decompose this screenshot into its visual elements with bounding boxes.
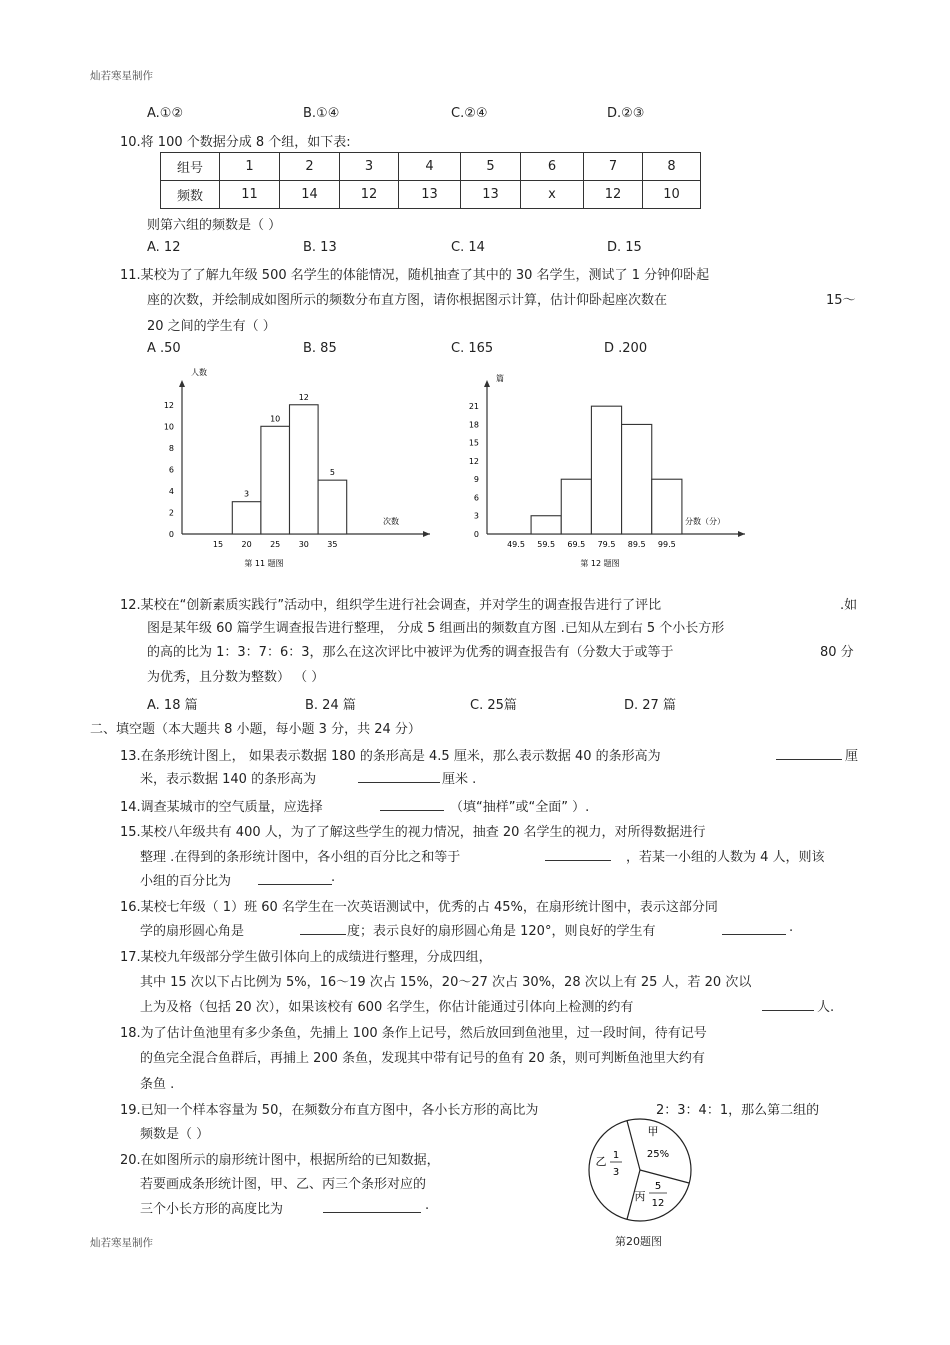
q12-option-d: D. 27 篇 — [624, 698, 676, 713]
x-axis-arrow — [738, 531, 745, 537]
q13-text-a: 13.在条形统计图上， 如果表示数据 180 的条形高是 4.5 厘米，那么表示数据 40 的条形高为 — [120, 749, 661, 764]
y-tick-label: 6 — [168, 465, 174, 475]
histogram-bar — [290, 405, 319, 534]
table-cell: 3 — [340, 153, 399, 181]
chart-caption: 第 11 题图 — [244, 559, 284, 568]
table-cell: 6 — [521, 153, 584, 181]
table-cell: 7 — [584, 153, 643, 181]
q12-option-a: A. 18 篇 — [147, 698, 198, 713]
x-tick-label: 99.5 — [657, 540, 676, 549]
histogram-bar — [591, 406, 621, 534]
pie-label-bing: 丙 — [634, 1190, 646, 1203]
y-tick-label: 0 — [473, 530, 479, 539]
q11-line1: 11.某校为了了解九年级 500 名学生的体能情况，随机抽查了其中的 30 名学生，测试了 1 分钟仰卧起 — [120, 268, 710, 283]
q13-text-c: 米，表示数据 140 的条形高为 — [140, 772, 317, 787]
table-cell: 13 — [461, 181, 521, 209]
table-cell: 5 — [461, 153, 521, 181]
q19-text-b: 2：3：4：1，那么第二组的 — [656, 1103, 820, 1118]
q16-blank-1 — [300, 922, 346, 935]
y-axis-arrow — [179, 380, 185, 387]
q11-option-c: C. 165 — [451, 341, 494, 356]
table-cell: 8 — [643, 153, 701, 181]
section-title: 二、填空题（本大题共 8 小题，每小题 3 分，共 24 分） — [90, 722, 421, 737]
histogram-bar — [561, 479, 591, 534]
q9-option-a: A.①② — [147, 106, 184, 121]
q9-option-d: D.②③ — [607, 106, 645, 121]
q17-text-d: 人. — [817, 1000, 835, 1015]
x-tick-label: 30 — [298, 540, 309, 549]
q18-text-b: 的鱼完全混合鱼群后，再捕上 200 条鱼，发现其中带有记号的鱼有 20 条，则可判断鱼池里大约有 — [140, 1051, 705, 1066]
histogram-bar — [622, 424, 652, 534]
q15-text-d: 小组的百分比为 — [140, 874, 232, 889]
q15-text-c: ，若某一小组的人数为 4 人，则该 — [626, 850, 825, 865]
histogram-bar — [232, 502, 261, 534]
q10-question: 则第六组的频数是（ ） — [147, 218, 282, 233]
x-tick-label: 59.5 — [537, 540, 556, 549]
table-row — [161, 181, 701, 209]
x-tick-label: 89.5 — [627, 540, 646, 549]
y-tick-label: 21 — [468, 402, 479, 412]
q17-text-b: 其中 15 次以下占比例为 5%，16～19 次占 15%，20～27 次占 30%，28 次以上有 25 人，若 20 次以 — [140, 975, 752, 990]
table-cell: 2 — [280, 153, 340, 181]
pie-caption: 第20题图 — [615, 1235, 662, 1248]
histogram-q12 — [455, 360, 755, 575]
q16-blank-2 — [722, 922, 786, 935]
q11-option-a: A .50 — [147, 341, 181, 356]
q12-line3: 的高的比为 1：3：7：6：3，那么在这次评比中被评为优秀的调查报告有（分数大于或等于 — [147, 645, 674, 660]
x-tick-label: 35 — [327, 540, 338, 549]
q11-option-d: D .200 — [604, 341, 648, 356]
y-tick-label: 10 — [163, 422, 174, 432]
y-tick-label: 4 — [168, 486, 174, 496]
q14-text-a: 14.调查某城市的空气质量，应选择 — [120, 800, 323, 815]
pie-label-yi-den: 3 — [612, 1167, 620, 1178]
q20-text-c: 三个小长方形的高度比为 — [140, 1202, 284, 1217]
pie-label-jia: 甲 — [647, 1125, 659, 1138]
y-tick-label: 3 — [473, 511, 479, 521]
table-row-label: 频数 — [161, 181, 220, 209]
q19-text-a: 19.已知一个样本容量为 50，在频数分布直方图中，各小长方形的高比为 — [120, 1103, 539, 1118]
y-tick-label: 0 — [168, 530, 174, 539]
q9-option-b: B.①④ — [303, 106, 340, 121]
bar-data-label: 10 — [270, 414, 281, 424]
table-cell: 12 — [340, 181, 399, 209]
q10-option-a: A. 12 — [147, 240, 181, 255]
q12-line2: 图是某年级 60 篇学生调查报告进行整理， 分成 5 组画出的频数直方图 .已知从左到右 5 个小长方形 — [147, 621, 725, 636]
x-tick-label: 15 — [212, 540, 224, 549]
q20-text-b: 若要画成条形统计图，甲、乙、丙三个条形对应的 — [140, 1177, 427, 1192]
x-axis-arrow — [423, 531, 430, 537]
q12-line4: 为优秀，且分数为整数） （ ） — [147, 670, 325, 685]
x-tick-label: 20 — [241, 540, 252, 549]
x-tick-label: 79.5 — [597, 540, 616, 549]
histogram-bar — [652, 479, 682, 534]
y-tick-label: 12 — [468, 456, 479, 466]
histogram-bar — [261, 426, 290, 534]
q11-line2: 座的次数，并绘制成如图所示的频数分布直方图，请你根据图示计算，估计仰卧起座次数在 — [147, 293, 668, 308]
q10-option-c: C. 14 — [451, 240, 485, 255]
table-row-label: 组号 — [161, 153, 220, 181]
page-footer: 灿若寒星制作 — [90, 1237, 153, 1249]
q16-text-c: 度；表示良好的扇形圆心角是 120°，则良好的学生有 — [347, 924, 656, 939]
q18-text-a: 18.为了估计鱼池里有多少条鱼，先捕上 100 条作上记号，然后放回到鱼池里，过一段时间，待有记号 — [120, 1026, 707, 1041]
bar-data-label: 12 — [298, 392, 309, 402]
q13-blank-1 — [776, 747, 842, 760]
q10-option-d: D. 15 — [607, 240, 642, 255]
table-cell: 12 — [584, 181, 643, 209]
y-tick-label: 9 — [473, 475, 479, 485]
frequency-table — [160, 152, 701, 209]
q17-text-a: 17.某校九年级部分学生做引体向上的成绩进行整理，分成四组， — [120, 950, 492, 965]
y-tick-label: 15 — [468, 438, 479, 448]
q12-option-c: C. 25篇 — [470, 698, 517, 713]
bar-data-label: 3 — [244, 489, 250, 499]
x-tick-label: 49.5 — [507, 540, 525, 549]
table-cell: 10 — [643, 181, 701, 209]
pie-chart-q20 — [585, 1115, 695, 1225]
q15-text-a: 15.某校八年级共有 400 人，为了了解这些学生的视力情况，抽查 20 名学生的视力，对所得数据进行 — [120, 825, 706, 840]
y-tick-label: 18 — [468, 420, 479, 430]
q12-line3-end: 80 分 — [820, 645, 854, 660]
x-tick-label: 25 — [270, 540, 281, 549]
q20-text-d: . — [425, 1198, 430, 1213]
y-tick-label: 6 — [473, 493, 479, 503]
q12-option-b: B. 24 篇 — [305, 698, 356, 713]
table-cell: 14 — [280, 181, 340, 209]
q14-text-b: （填“抽样”或“全面” ）. — [450, 800, 590, 815]
q17-blank — [762, 998, 814, 1011]
page-header: 灿若寒星制作 — [90, 70, 153, 82]
q20-text-a: 20.在如图所示的扇形统计图中，根据所给的已知数据， — [120, 1153, 440, 1168]
y-axis-label: 人数 — [191, 368, 207, 377]
q11-option-b: B. 85 — [303, 341, 337, 356]
q11-line3: 20 之间的学生有（ ） — [147, 319, 276, 334]
q13-blank-2 — [358, 770, 440, 783]
q20-blank — [323, 1200, 421, 1213]
histogram-bar — [318, 480, 347, 534]
table-cell: 1 — [220, 153, 280, 181]
table-cell: 11 — [220, 181, 280, 209]
table-cell: 13 — [399, 181, 461, 209]
y-tick-label: 2 — [168, 508, 174, 518]
q10-stem: 10.将 100 个数据分成 8 个组，如下表: — [120, 135, 351, 150]
histogram-bar — [531, 516, 561, 534]
q10-option-b: B. 13 — [303, 240, 337, 255]
q12-line1-end: .如 — [840, 598, 858, 613]
table-cell: x — [521, 181, 584, 209]
q18-text-c: 条鱼 . — [140, 1077, 175, 1092]
pie-label-yi: 乙 — [595, 1155, 607, 1168]
pie-label-bing-num: 5 — [654, 1181, 662, 1192]
q16-text-d: . — [789, 920, 794, 935]
q13-text-d: 厘米 . — [442, 772, 477, 787]
q17-text-c: 上为及格（包括 20 次），如果该校有 600 名学生，你估计能通过引体向上检测的约有 — [140, 1000, 634, 1015]
q13-text-b: 厘 — [845, 749, 859, 764]
q16-text-a: 16.某校七年级（ 1）班 60 名学生在一次英语测试中，优秀的占 45%，在扇形统计图中，表示这部分同 — [120, 900, 718, 915]
y-axis-label: 篇 — [496, 374, 504, 383]
q15-blank-2 — [258, 872, 332, 885]
pie-label-bing-den: 12 — [651, 1198, 665, 1209]
y-tick-label: 8 — [168, 443, 174, 453]
x-axis-label: 分数（分） — [685, 517, 725, 526]
q11-line2-end: 15～ — [826, 293, 856, 308]
q15-blank-1 — [545, 848, 611, 861]
q19-text-c: 频数是（ ） — [140, 1127, 210, 1142]
table-cell: 4 — [399, 153, 461, 181]
histogram-q11 — [150, 360, 440, 575]
q12-line1: 12.某校在“创新素质实践行”活动中，组织学生进行社会调查，并对学生的调查报告进行了评比 — [120, 598, 662, 613]
pie-label-jia-pct: 25% — [646, 1149, 670, 1160]
q15-text-e: . — [331, 870, 336, 885]
y-tick-label: 12 — [163, 400, 174, 410]
x-axis-label: 次数 — [383, 517, 399, 526]
q14-blank — [380, 798, 444, 811]
bar-data-label: 5 — [329, 468, 335, 478]
table-row — [161, 153, 701, 181]
q9-option-c: C.②④ — [451, 106, 488, 121]
q16-text-b: 学的扇形圆心角是 — [140, 924, 245, 939]
q15-text-b: 整理 .在得到的条形统计图中，各小组的百分比之和等于 — [140, 850, 461, 865]
x-tick-label: 69.5 — [567, 540, 586, 549]
chart-caption: 第 12 题图 — [580, 559, 620, 568]
pie-label-yi-num: 1 — [612, 1150, 620, 1161]
y-axis-arrow — [484, 380, 490, 387]
